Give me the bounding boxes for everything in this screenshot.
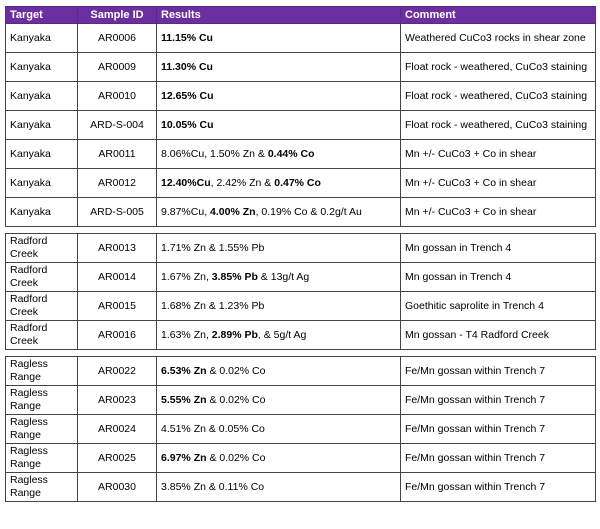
results-cell [157,321,401,350]
target-cell: Ragless Range [6,444,78,473]
table-row [6,234,596,263]
table-row [6,140,596,169]
target-cell: Kanyaka [6,140,78,169]
results-cell [157,473,401,502]
sample-id-cell: AR0014 [78,263,157,292]
result-highlight: 12.65% Cu [161,89,214,102]
table-row [6,321,596,350]
comment-cell: Weathered CuCo3 rocks in shear zone [401,24,596,53]
result-text: , 2.42% Zn & [210,176,275,189]
table-row [6,263,596,292]
table-row [6,386,596,415]
result-text: 1.63% Zn, [161,328,212,341]
table-row [6,357,596,386]
comment-cell: Mn +/- CuCo3 + Co in shear [401,140,596,169]
result-highlight: 4.00% Zn [210,205,256,218]
results-cell [157,53,401,82]
result-text: , 0.19% Co & 0.2g/t Au [255,205,362,218]
sample-id-cell: AR0006 [78,24,157,53]
target-cell: Kanyaka [6,169,78,198]
comment-cell: Mn +/- CuCo3 + Co in shear [401,198,596,227]
results-cell [157,415,401,444]
result-text: & 0.02% Co [206,364,266,377]
comment-cell: Float rock - weathered, CuCo3 staining [401,82,596,111]
result-highlight: 5.55% Zn [161,393,207,406]
target-cell: Kanyaka [6,82,78,111]
result-text: 8.06%Cu, 1.50% Zn & [161,147,268,160]
separator-cell [6,350,596,357]
results-cell [157,169,401,198]
target-cell: Radford Creek [6,234,78,263]
target-cell: Kanyaka [6,24,78,53]
result-highlight: 0.44% Co [267,147,315,160]
results-cell [157,140,401,169]
results-cell [157,386,401,415]
table-row [6,415,596,444]
result-text: , & 5g/t Ag [257,328,307,341]
target-cell: Ragless Range [6,473,78,502]
sample-id-cell: AR0009 [78,53,157,82]
table-row [6,292,596,321]
sample-id-cell: AR0010 [78,82,157,111]
header-row [6,7,596,24]
result-text: & 0.02% Co [206,393,266,406]
result-highlight: 12.40%Cu [161,176,211,189]
table-body [6,24,596,502]
result-highlight: 6.53% Zn [161,364,207,377]
sample-id-cell: AR0012 [78,169,157,198]
results-cell [157,357,401,386]
sample-id-cell: AR0013 [78,234,157,263]
target-cell: Kanyaka [6,53,78,82]
header-target: Target [6,7,78,24]
comment-cell: Fe/Mn gossan within Trench 7 [401,357,596,386]
target-cell: Radford Creek [6,292,78,321]
result-text: 1.71% Zn & 1.55% Pb [161,241,265,254]
header-sample-id: Sample ID [78,7,157,24]
target-cell: Radford Creek [6,263,78,292]
target-cell: Ragless Range [6,357,78,386]
sample-id-cell: AR0023 [78,386,157,415]
target-cell: Ragless Range [6,386,78,415]
table-row [6,444,596,473]
comment-cell: Float rock - weathered, CuCo3 staining [401,111,596,140]
sample-id-cell: AR0015 [78,292,157,321]
table-row [6,111,596,140]
target-cell: Radford Creek [6,321,78,350]
target-cell: Ragless Range [6,415,78,444]
comment-cell: Mn gossan in Trench 4 [401,234,596,263]
table-row [6,473,596,502]
table-row [6,198,596,227]
comment-cell: Fe/Mn gossan within Trench 7 [401,386,596,415]
target-cell: Kanyaka [6,198,78,227]
result-highlight: 11.15% Cu [161,31,213,44]
table-row [6,82,596,111]
sample-id-cell: ARD-S-005 [78,198,157,227]
sample-id-cell: AR0025 [78,444,157,473]
result-text: 4.51% Zn & 0.05% Co [161,422,265,435]
result-text: 9.87%Cu, [161,205,211,218]
comment-cell: Mn gossan in Trench 4 [401,263,596,292]
group-separator [6,350,596,357]
comment-cell: Float rock - weathered, CuCo3 staining [401,53,596,82]
header-results: Results [157,7,401,24]
results-cell [157,234,401,263]
result-text: & 0.02% Co [206,451,266,464]
result-text: 3.85% Zn & 0.11% Co [161,480,265,493]
separator-cell [6,227,596,234]
table-row [6,53,596,82]
result-text: 1.67% Zn, [161,270,212,283]
sample-id-cell: AR0022 [78,357,157,386]
result-text: & 13g/t Ag [257,270,310,283]
comment-cell: Fe/Mn gossan within Trench 7 [401,415,596,444]
sample-id-cell: AR0030 [78,473,157,502]
comment-cell: Mn gossan - T4 Radford Creek [401,321,596,350]
group-separator [6,227,596,234]
assay-results-table [5,6,596,502]
results-cell [157,292,401,321]
result-highlight: 2.89% Pb [211,328,258,341]
comment-cell: Fe/Mn gossan within Trench 7 [401,473,596,502]
comment-cell: Mn +/- CuCo3 + Co in shear [401,169,596,198]
results-cell [157,111,401,140]
results-cell [157,444,401,473]
comment-cell: Fe/Mn gossan within Trench 7 [401,444,596,473]
results-cell [157,82,401,111]
header-comment: Comment [401,7,596,24]
sample-id-cell: AR0024 [78,415,157,444]
results-cell [157,198,401,227]
result-text: 1.68% Zn & 1.23% Pb [161,299,265,312]
results-cell [157,263,401,292]
assay-results-table-container [5,6,595,502]
result-highlight: 10.05% Cu [161,118,214,131]
comment-cell: Goethitic saprolite in Trench 4 [401,292,596,321]
table-row [6,24,596,53]
result-highlight: 6.97% Zn [161,451,207,464]
result-highlight: 11.30% Cu [161,60,213,73]
sample-id-cell: AR0011 [78,140,157,169]
result-highlight: 3.85% Pb [211,270,258,283]
result-highlight: 0.47% Co [274,176,321,189]
sample-id-cell: ARD-S-004 [78,111,157,140]
sample-id-cell: AR0016 [78,321,157,350]
results-cell [157,24,401,53]
table-row [6,169,596,198]
target-cell: Kanyaka [6,111,78,140]
